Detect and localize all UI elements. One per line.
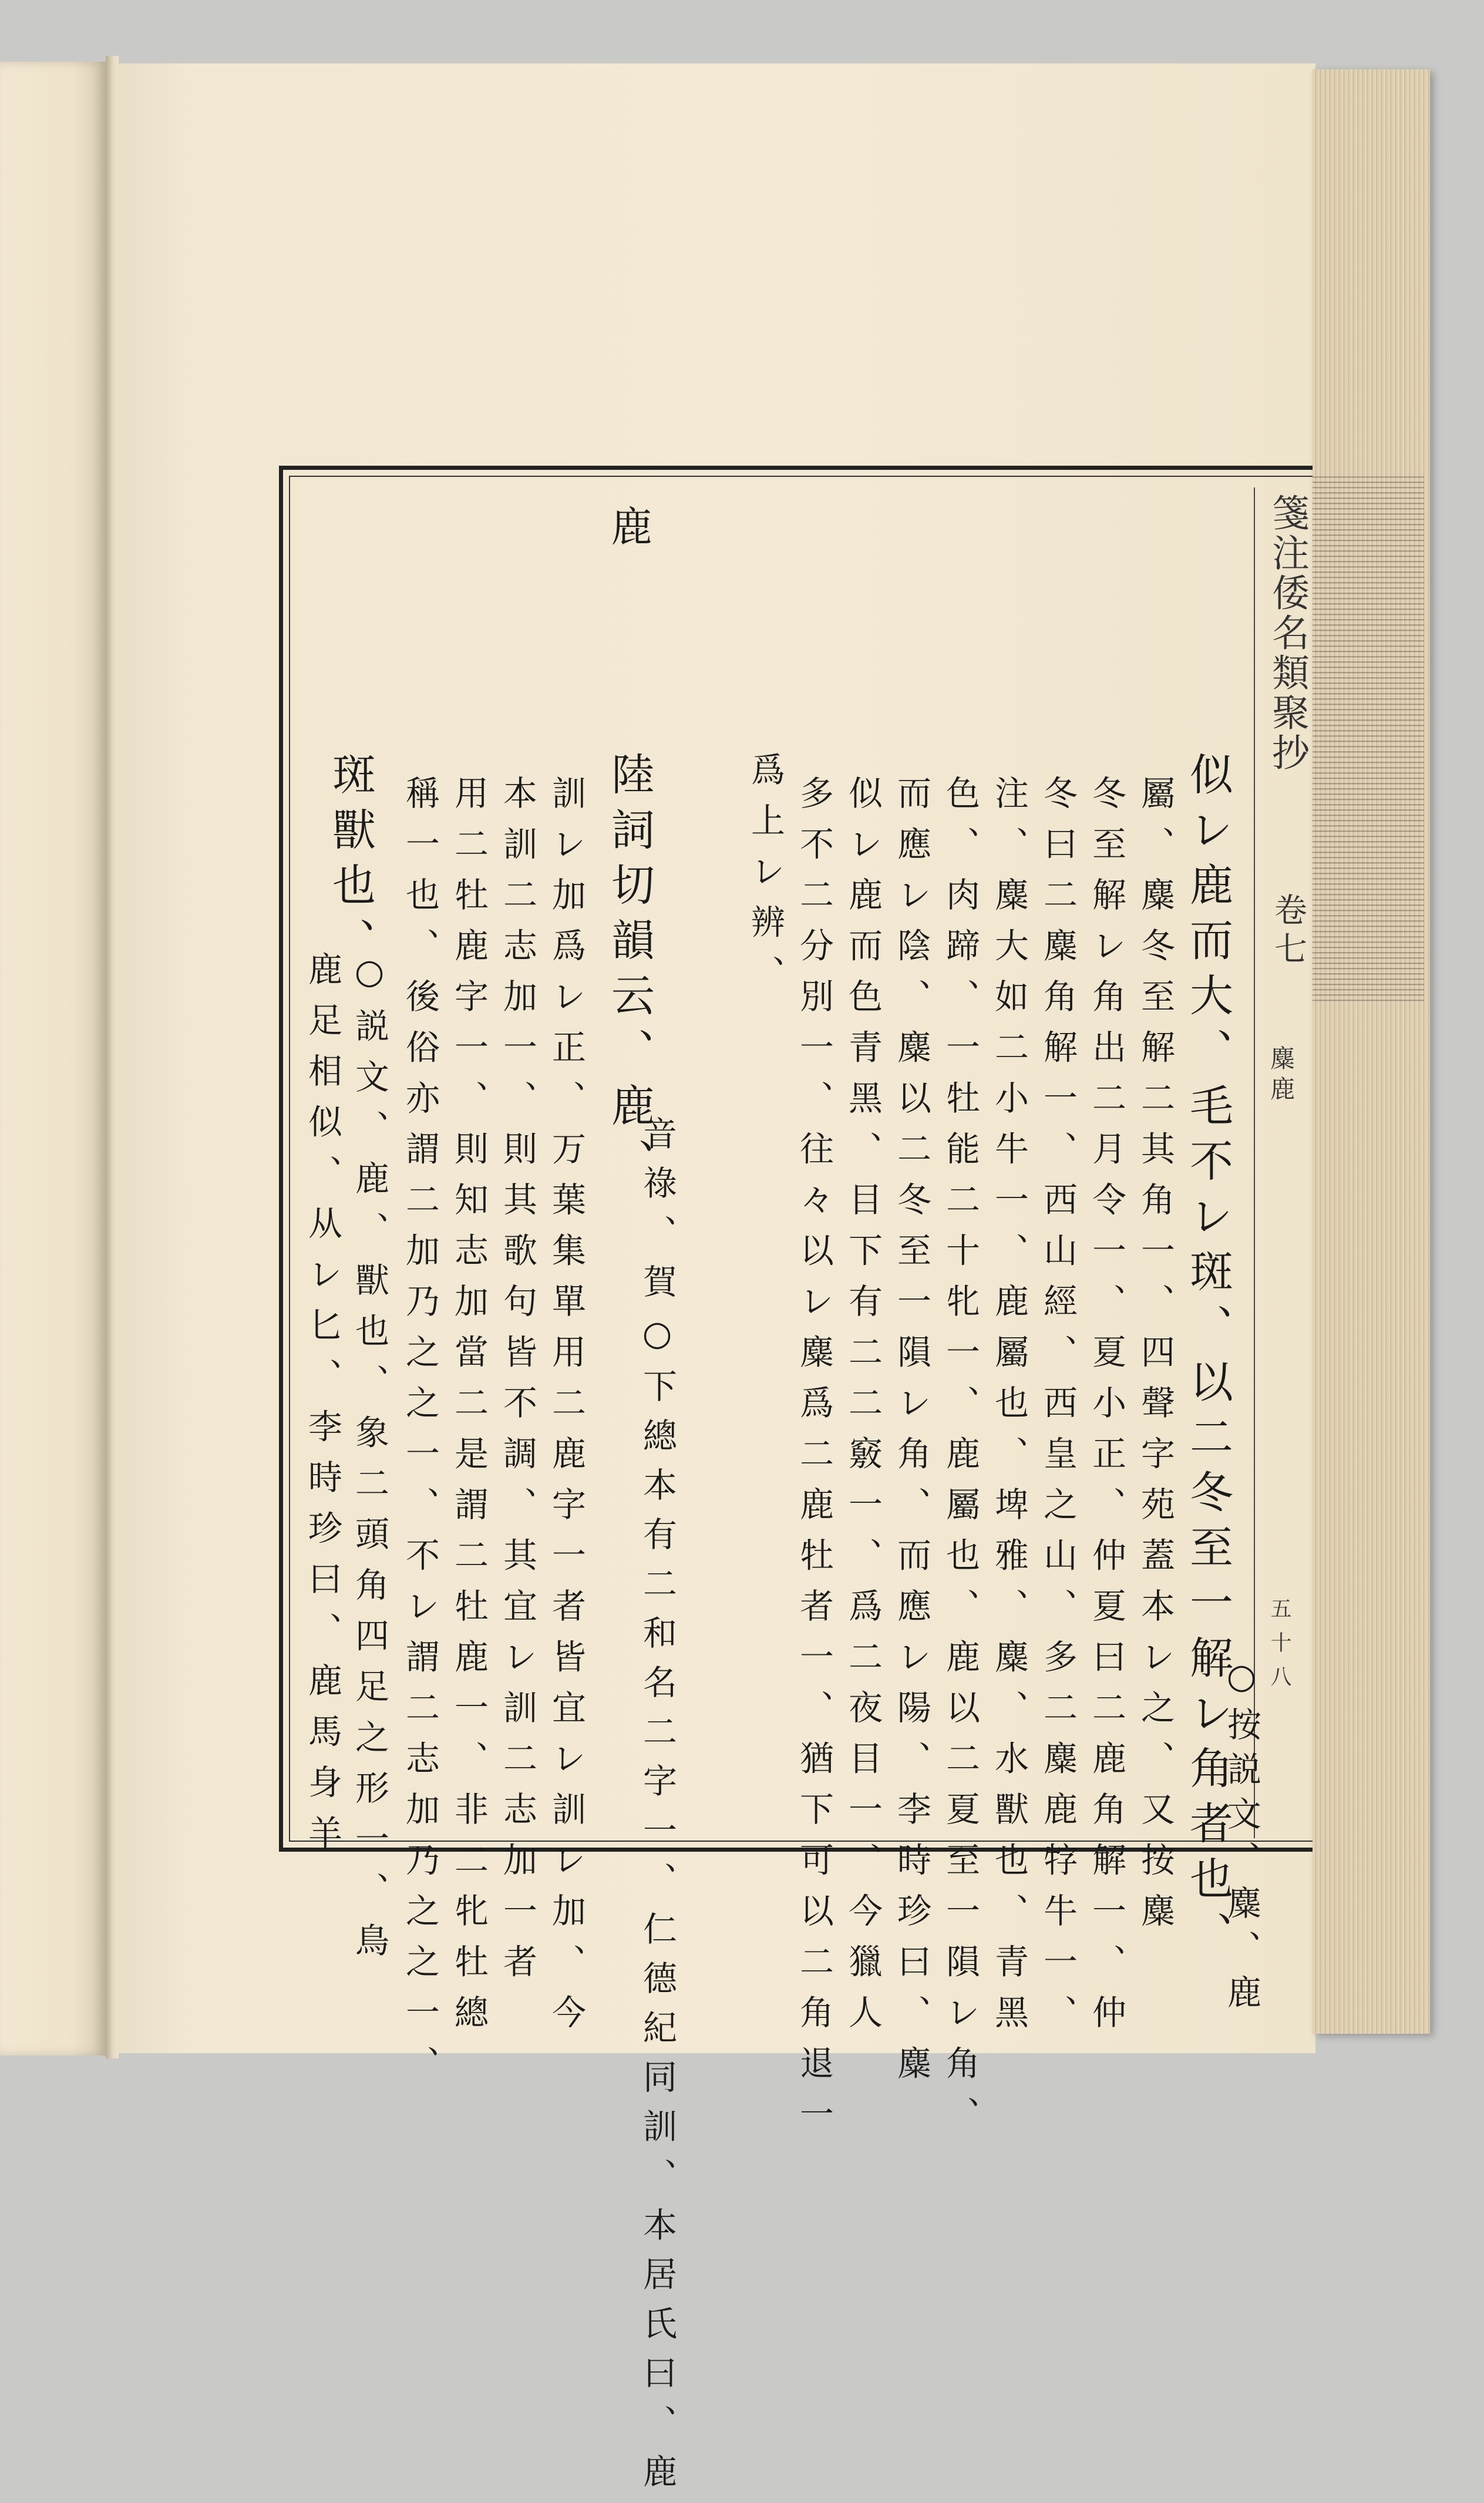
text-column: 訓レ加爲レ正、万葉集單用二鹿字一者皆宜レ訓レ加、今	[546, 775, 586, 2046]
text-column: 本訓二志加一、則其歌句皆不調、其宜レ訓二志加一者	[497, 775, 537, 1994]
text-column: ○説文、鹿、獸也、象二頭角四足之形一、鳥	[349, 951, 389, 1973]
text-column: 色、肉蹄、一牡能二十牝一、鹿屬也、鹿以二夏至一隕レ角、	[940, 775, 980, 2147]
text-column: 稱一也、後俗亦謂二加乃之之一、不レ謂二志加乃之之一、	[400, 775, 440, 2096]
left-page	[0, 62, 106, 2055]
section-tag: 麋鹿	[1267, 1045, 1295, 1106]
volume-label: 卷七	[1269, 893, 1307, 970]
text-column: ○按説文、麋、鹿	[1221, 1656, 1261, 2019]
margin-title: 箋注倭名類聚抄	[1266, 493, 1309, 773]
page-number: 五十八	[1267, 1597, 1291, 1700]
text-column: 多不二分別一、往々以レ麋爲二鹿牡者一、猶下可以二角退一	[794, 775, 834, 2147]
text-column: 似レ鹿而色青黑、目下有二二竅一、爲二夜目一、今獵人	[843, 775, 883, 2046]
text-column: 音祿、賀○下總本有二和名二字一、仁德紀同訓、本居氏曰、鹿	[637, 1116, 677, 2503]
text-column: 斑獸也、	[325, 752, 376, 973]
text-column: 爲上レ辨、	[745, 752, 785, 1006]
text-column: 鹿足相似、从レ匕、李時珍曰、鹿馬身羊	[302, 951, 342, 1866]
text-column: 冬至解レ角出二月令一、夏小正、仲夏曰二鹿角解一、仲	[1086, 775, 1126, 2046]
text-column: 屬、麋冬至解二其角一、四聲字苑蓋本レ之、又按麋	[1135, 775, 1175, 1944]
margin-rule	[1254, 487, 1255, 1838]
text-column: 用二牡鹿字一、則知志加當二是謂二牡鹿一、非二牝牡總	[449, 775, 489, 2046]
book-gutter	[106, 56, 119, 2058]
page-edges	[1313, 69, 1430, 2034]
text-column: 似レ鹿而大、毛不レ斑、以二冬至一解レ角者也、	[1183, 752, 1233, 1966]
text-column: 陸詞切韻云、鹿、	[604, 752, 655, 1193]
text-column: 冬曰二麋角解一、西山經、西皇之山、多二麋鹿牸牛一、	[1038, 775, 1078, 2046]
section-heading: 鹿	[604, 505, 652, 546]
text-column: 注、麋大如二小牛一、鹿屬也、埤雅、麋、水獸也、青黑	[989, 775, 1029, 2046]
edge-bleed-title	[1313, 473, 1424, 1001]
text-column: 而應レ陰、麋以二冬至一隕レ角、而應レ陽、李時珍曰、麋	[891, 775, 931, 2096]
show-through	[1104, 517, 1153, 567]
